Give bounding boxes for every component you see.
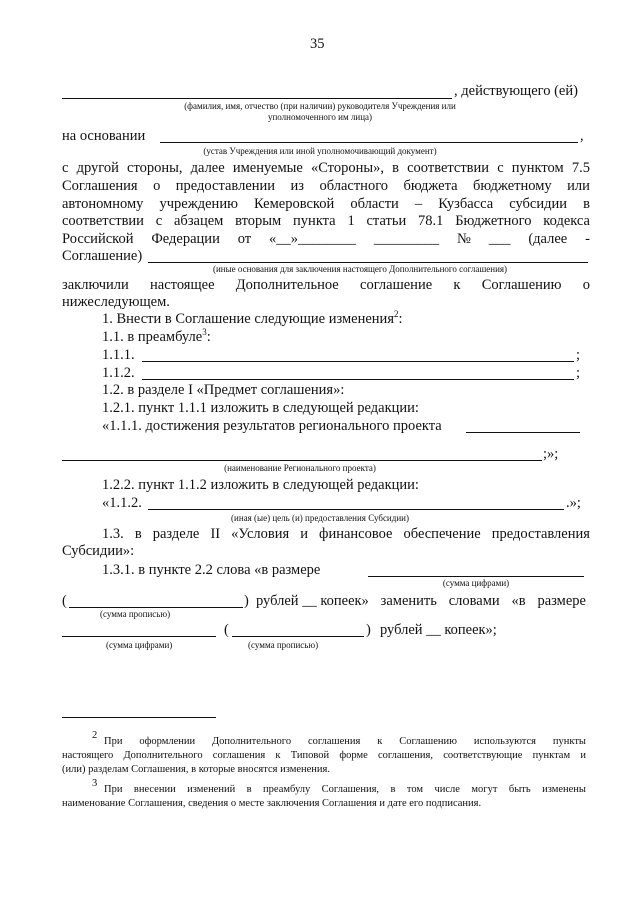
footnote-2-mark: 2: [92, 730, 98, 741]
footnote-3-line2: наименование Соглашения, сведения о месте заключения Соглашения и дате его подписания.: [62, 798, 482, 809]
other-basis-blank[interactable]: [148, 262, 588, 263]
footnote-2-line1: При оформлении Дополнительного соглашения к Соглашению используются пункты: [104, 736, 586, 747]
sum-open-paren: (: [62, 593, 67, 609]
item-1-3-line1: 1.3. в разделе II «Условия и финансовое обеспечение предоставления: [102, 526, 590, 542]
regional-project-blank-1[interactable]: [466, 432, 580, 433]
item-1-3-1: 1.3.1. в пункте 2.2 слова «в размере: [102, 562, 321, 578]
para1-line5: Российской Федерации от «__»________ _________ № ___ (далее -: [62, 231, 590, 247]
caption-ustav: (устав Учреждения или иной уполномочивающий документ): [203, 146, 437, 156]
item-1-1-2-blank[interactable]: [142, 379, 574, 380]
para1-line6: Соглашение): [62, 248, 143, 264]
footnote-3-mark: 3: [92, 778, 98, 789]
sum-line2-text: рублей __ копеек»;: [380, 622, 497, 638]
caption-sum2-words: (сумма прописью): [248, 640, 319, 650]
caption-other-basis: (иные основания для заключения настоящего Дополнительного соглашения): [212, 264, 508, 274]
caption-sum-digits: (сумма цифрами): [442, 578, 510, 588]
sum-words-blank[interactable]: [69, 607, 243, 608]
para1-line2: Соглашения о предоставлении из областного бюджета бюджетному или: [62, 178, 590, 194]
caption-sum-words: (сумма прописью): [100, 609, 171, 619]
item-1-3-line2: Субсидии»:: [62, 543, 135, 559]
sum2-digits-blank[interactable]: [62, 636, 216, 637]
para1-line1: с другой стороны, далее именуемые «Стороны», в соответствии с пунктом 7.5: [62, 160, 590, 176]
sum-digits-blank[interactable]: [368, 576, 584, 577]
sum2-words-blank[interactable]: [232, 636, 364, 637]
goal-blank[interactable]: [148, 509, 564, 510]
acting-suffix: , действующего (ей): [454, 83, 578, 99]
item-1-2-1: 1.2.1. пункт 1.1.1 изложить в следующей редакции:: [102, 400, 419, 416]
caption-sum2-digits: (сумма цифрами): [106, 640, 173, 650]
item-1-1-1-blank[interactable]: [142, 361, 574, 362]
year-blank[interactable]: _________: [373, 231, 440, 247]
basis-label: на основании: [62, 128, 146, 144]
page-number: 35: [310, 36, 325, 52]
footnote-2-line3: (или) разделам Соглашения, в которые вносятся изменения.: [62, 764, 330, 775]
item-1-1-2-end: ;: [576, 365, 581, 381]
para1-line3: автономному учреждению Кемеровской области – Кузбасса субсидии в: [62, 196, 590, 212]
item-1-1: 1.1. в преамбуле$^3$:: [102, 327, 211, 345]
sum2-close-paren: ): [366, 622, 371, 638]
caption-regional-project: (наименование Регионального проекта): [224, 463, 376, 473]
footnote-3-line1: При внесении изменений в преамбулу Соглашения, в том числе могут быть изменены: [104, 784, 586, 795]
item-1-1-2: 1.1.2.: [102, 365, 135, 381]
quote-1-1-1-end: ;»;: [543, 446, 559, 462]
fio-blank[interactable]: [62, 98, 452, 99]
footnote-2-line2: настоящего Дополнительного соглашения к Типовой форме соглашения, соответствующие пунктам и: [62, 750, 586, 761]
item-1: 1. Внести в Соглашение следующие изменения$^2$:: [102, 309, 403, 327]
quote-1-1-2-end: .»;: [566, 495, 581, 511]
caption-fio-2: уполномоченного им лица): [267, 112, 373, 122]
sum-line1-text: рублей __ копеек» заменить словами «в размере: [256, 593, 586, 609]
sum-close-paren: ): [244, 593, 249, 609]
regional-project-blank-2[interactable]: [62, 460, 542, 461]
para1-line4: соответствии с абзацем вторым пункта 1 статьи 78.1 Бюджетного кодекса: [62, 213, 590, 229]
caption-goal: (иная (ые) цель (и) предоставления Субсидии): [231, 513, 409, 523]
basis-comma: ,: [580, 128, 584, 144]
sum2-open-paren: (: [224, 622, 229, 638]
para2-line2: нижеследующем.: [62, 294, 170, 310]
item-1-2: 1.2. в разделе I «Предмет соглашения»:: [102, 382, 345, 398]
date-blank[interactable]: «__»________: [268, 231, 356, 247]
quote-1-1-1: «1.1.1. достижения результатов регионального проекта: [102, 418, 442, 434]
number-blank[interactable]: ___: [488, 231, 511, 247]
caption-fio-1: (фамилия, имя, отчество (при наличии) руководителя Учреждения или: [184, 101, 456, 111]
basis-blank[interactable]: [160, 142, 578, 143]
item-1-1-1-end: ;: [576, 347, 581, 363]
footnote-separator: [62, 717, 216, 718]
para2-line1: заключили настоящее Дополнительное соглашение к Соглашению о: [62, 277, 590, 293]
item-1-1-1: 1.1.1.: [102, 347, 135, 363]
quote-1-1-2: «1.1.2.: [102, 495, 142, 511]
item-1-2-2: 1.2.2. пункт 1.1.2 изложить в следующей редакции:: [102, 477, 419, 493]
